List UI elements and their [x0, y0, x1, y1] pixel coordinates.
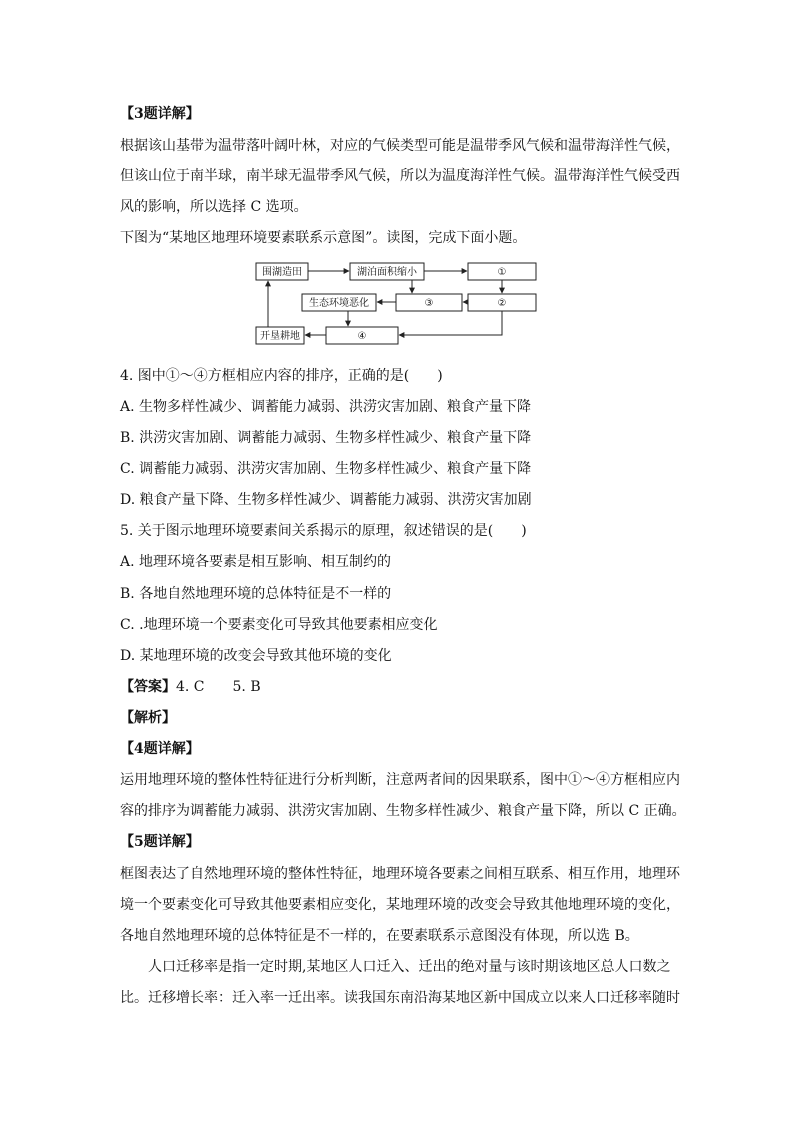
- q4-detail-line-1: 运用地理环境的整体性特征进行分析判断，注意两者间的因果联系，图中①～④方框相应内: [120, 772, 680, 788]
- node-lake: 湖泊面积缩小: [357, 267, 417, 278]
- node-2: ②: [497, 298, 507, 309]
- node-reclaim: 围湖造田: [262, 267, 302, 278]
- q3-detail-line-2: 但该山位于南半球，南半球无温带季风气候，所以为温度海洋性气候。温带海洋性气候受西: [120, 168, 680, 184]
- q4-detail-header: 【4题详解】: [120, 741, 200, 757]
- answer-label: 【答案】: [120, 679, 176, 695]
- q4-stem: 4. 图中①～④方框相应内容的排序，正确的是( ): [120, 368, 443, 384]
- arrow-2-to-4: [399, 311, 502, 335]
- q5-detail-line-1: 框图表达了自然地理环境的整体性特征，地理环境各要素之间相互联系、相互作用，地理环: [120, 866, 680, 882]
- node-1: ①: [497, 267, 507, 278]
- migration-line-1: 人口迁移率是指一定时期,某地区人口迁入、迁出的绝对量与该时期该地区总人口数之: [148, 959, 671, 975]
- q4-option-d: D. 粮食产量下降、生物多样性减少、调蓄能力减弱、洪涝灾害加剧: [120, 492, 532, 508]
- q4-option-a: A. 生物多样性减少、调蓄能力减弱、洪涝灾害加剧、粮食产量下降: [120, 399, 532, 415]
- q4-option-b: B. 洪涝灾害加剧、调蓄能力减弱、生物多样性减少、粮食产量下降: [120, 430, 532, 446]
- analysis-header: 【解析】: [120, 710, 176, 726]
- node-4: ④: [357, 331, 367, 342]
- q3-detail-line-3: 风的影响，所以选择 C 选项。: [120, 199, 308, 215]
- answer-line: [120, 677, 261, 697]
- q5-option-d: D. 某地理环境的改变会导致其他环境的变化: [120, 648, 392, 664]
- node-eco: 生态环境恶化: [309, 298, 369, 309]
- q4-detail-line-2: 容的排序为调蓄能力减弱、洪涝灾害加剧、生物多样性减少、粮食产量下降，所以 C 正确。: [120, 803, 686, 819]
- q5-detail-header: 【5题详解】: [120, 834, 200, 850]
- node-3: ③: [424, 298, 434, 309]
- q5-stem: 5. 关于图示地理环境要素间关系揭示的原理，叙述错误的是( ): [120, 523, 527, 539]
- q5-option-a: A. 地理环境各要素是相互影响、相互制约的: [120, 554, 392, 570]
- node-farm: 开垦耕地: [260, 331, 300, 342]
- environment-linkage-diagram: [250, 258, 550, 350]
- diagram-intro: 下图为“某地区地理环境要素联系示意图”。读图，完成下面小题。: [120, 230, 527, 246]
- migration-line-2: 比。迁移增长率：迁入率一迁出率。读我国东南沿海某地区新中国成立以来人口迁移率随时: [120, 990, 680, 1006]
- q5-option-c: C. .地理环境一个要素变化可导致其他要素相应变化: [120, 617, 438, 633]
- q3-detail-line-1: 根据该山基带为温带落叶阔叶林，对应的气候类型可能是温带季风气候和温带海洋性气候，: [120, 138, 680, 154]
- answer-text: 4. C 5. B: [176, 679, 261, 695]
- q5-detail-line-3: 各地自然地理环境的总体特征是不一样的，在要素联系示意图没有体现，所以选 B。: [120, 928, 639, 944]
- q5-option-b: B. 各地自然地理环境的总体特征是不一样的: [120, 586, 392, 602]
- q4-option-c: C. 调蓄能力减弱、洪涝灾害加剧、生物多样性减少、粮食产量下降: [120, 461, 532, 477]
- q5-detail-line-2: 境一个要素变化可导致其他要素相应变化，某地理环境的改变会导致其他地理环境的变化，: [120, 897, 680, 913]
- q3-detail-header: 【3题详解】: [120, 106, 200, 122]
